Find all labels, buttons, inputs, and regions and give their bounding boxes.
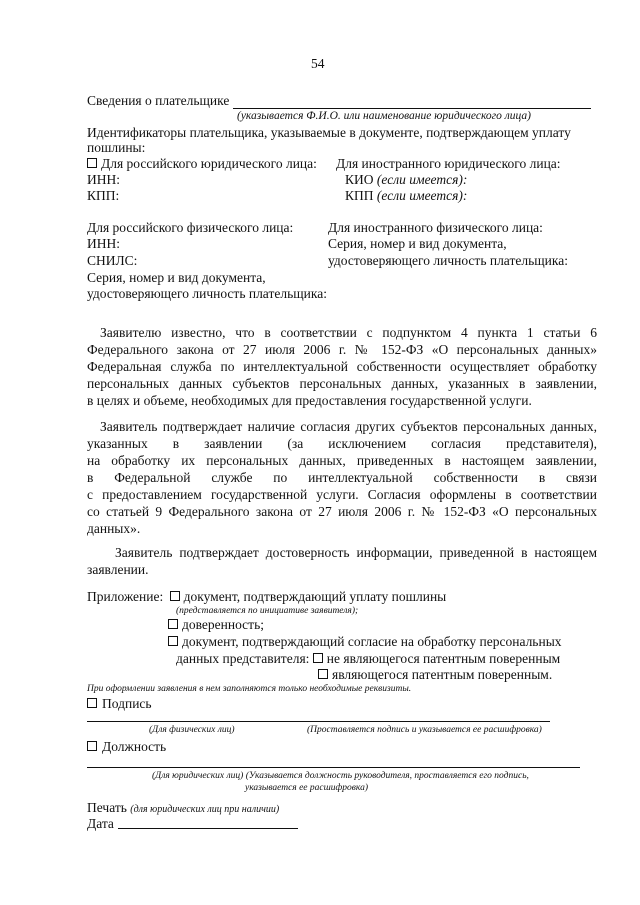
para2-line: на обработку их персональных данных, приведенных в настоящем заявлении, [87,453,597,468]
paragraph-accuracy [87,544,597,578]
kpp2-hint: (если имеется): [376,188,468,203]
seal-label: Печать [87,800,127,815]
attachment-consent-document [168,634,562,650]
para2-line: Заявитель подтверждает наличие согласия других субъектов персональных данных, [100,419,597,434]
date-line[interactable] [118,828,298,829]
para1-line: Федерального закона от 27 июля 2006 г. № 152-ФЗ «О персональных данных» [87,342,597,357]
payer-hint: (указывается Ф.И.О. или наименование юридического лица) [237,110,532,122]
signature-hint-left: (Для физических лиц) [149,725,235,735]
para1-line: персональных данных субъектов персональных данных, указанных в заявлении, [87,376,597,391]
option-not-patent-attorney: не являющегося патентным поверенным [326,651,561,666]
payer-name-line [233,108,591,109]
inn2-label: ИНН: [87,236,120,251]
paragraph-personal-data-processing [87,324,597,409]
para3-line: Заявитель подтверждает достоверность информации, приведенной в настоящем [115,545,597,560]
seal-hint: (для юридических лиц при наличии) [130,804,280,815]
checkbox-icon[interactable] [170,591,180,601]
kpp-label: КПП: [87,188,120,203]
para1-line: Федеральная служба по интеллектуальной собственности осуществляет обработку [87,359,597,374]
option-patent-attorney: являющегося патентным поверенным. [332,667,553,682]
ru-person-label: Для российского физического лица: [87,220,294,235]
checkbox-icon[interactable] [87,741,97,751]
attachment-fee-hint: (представляется по инициативе заявителя); [176,606,359,616]
para2-line: указанных в заявлении (за исключением согласия представителя), [87,436,597,451]
kio-field [345,172,467,188]
identifiers-line-1: Идентификаторы плательщика, указываемые в документе, подтверждающем уплату [87,125,571,140]
checkbox-icon[interactable] [87,158,97,168]
page-number: 54 [311,56,325,71]
checkbox-icon[interactable] [313,653,323,663]
kpp2-label: КПП [345,188,374,203]
series-line-1: Серия, номер и вид документа, [87,270,266,285]
snils-label: СНИЛС: [87,253,138,268]
fseries-line-1: Серия, номер и вид документа, [328,236,507,251]
attachments-label: Приложение: [87,589,164,604]
position-label: Должность [102,739,167,754]
para2-line: в Федеральной службе по интеллектуальной собственности в связи [87,470,597,485]
attachment-power-of-attorney-label: доверенность; [182,617,264,632]
kio-hint: (если имеется): [376,172,468,187]
position-hint-2: указывается ее расшифровка) [245,783,369,793]
position-row [87,739,166,755]
kpp2-field [345,188,467,204]
checkbox-icon[interactable] [168,636,178,646]
para2-line: со статьей 9 Федерального закона от 27 июля 2006 г. № 152-ФЗ «О персональных [87,504,597,519]
attachment-fee-document: документ, подтверждающий уплату пошлины [183,589,447,604]
seal-row [87,800,279,816]
fill-note: При оформлении заявления в нем заполняются только необходимые реквизиты. [87,684,412,694]
position-hint-1: (Для юридических лиц) (Указывается должность руководителя, проставляется его подпись, [152,771,529,781]
ru-legal-label: Для российского юридического лица: [101,156,317,171]
kio-label: КИО [345,172,374,187]
signature-hint-right: (Проставляется подпись и указывается ее расшифровка) [307,725,542,735]
signature-line[interactable] [87,721,550,722]
checkbox-icon[interactable] [168,619,178,629]
signature-row [87,696,152,712]
position-line[interactable] [87,767,580,768]
date-label: Дата [87,816,114,831]
foreign-person-label: Для иностранного физического лица: [328,220,543,235]
paragraph-consent [87,418,597,537]
series-line-2: удостоверяющего личность плательщика: [87,286,327,301]
attachments-row [87,589,446,605]
attachment-consent-cont-label: данных представителя: [176,651,310,666]
identifiers-line-2: пошлины: [87,140,146,155]
checkbox-icon[interactable] [318,669,328,679]
para3-line: заявлении. [87,562,149,577]
para1-line: Заявителю известно, что в соответствии с подпунктом 4 пункта 1 статьи 6 [100,325,597,340]
attachment-consent-label: документ, подтверждающий согласие на обработку персональных [182,634,562,649]
para1-line: в целях и объеме, необходимых для предоставления государственной услуги. [87,393,532,408]
attachment-power-of-attorney [168,617,264,633]
inn-label: ИНН: [87,172,120,187]
ru-legal-entity [87,156,317,172]
fseries-line-2: удостоверяющего личность плательщика: [328,253,568,268]
option-patent-attorney-row [318,667,552,683]
para2-line: с предоставлением государственной услуги. Согласия оформлены в соответствии [87,487,597,502]
signature-label: Подпись [102,696,152,711]
checkbox-icon[interactable] [87,698,97,708]
para2-line: данных». [87,521,141,536]
payer-label: Сведения о плательщике [87,93,230,108]
foreign-legal-label: Для иностранного юридического лица: [336,156,561,171]
attachment-consent-cont [176,651,560,667]
